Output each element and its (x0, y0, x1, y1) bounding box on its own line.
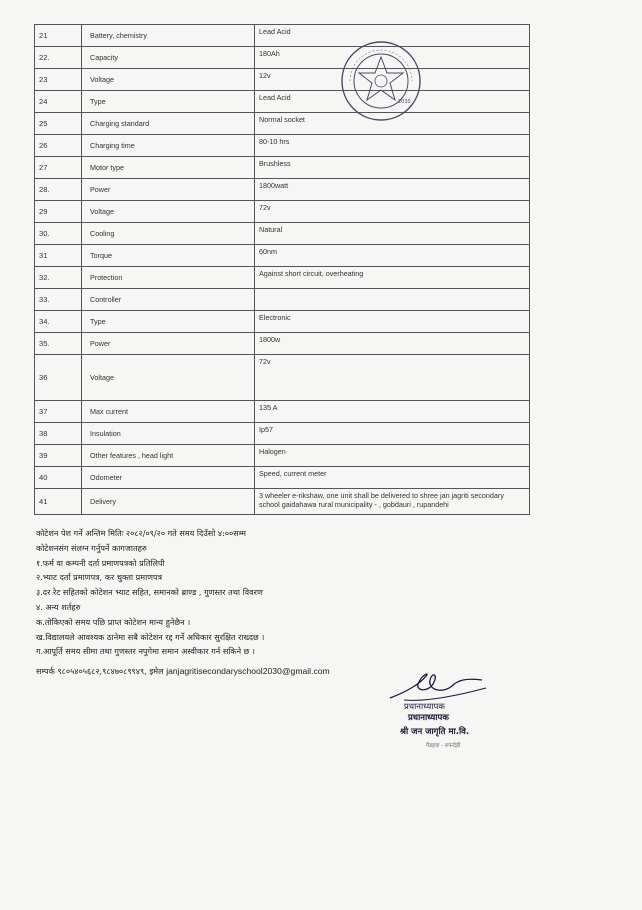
note-other-terms: ४. अन्य शर्तहरु (36, 601, 81, 612)
note-doc-1: १.फर्म वा कम्पनी दर्ता प्रमाणपत्रको प्रतिलिपी (36, 557, 165, 568)
spec-row-item: Power (82, 179, 255, 201)
signature-block (386, 670, 506, 770)
note-docs-heading: कोटेशनसंग संलग्न गर्नुपर्ने कागजातहरु (36, 542, 147, 553)
spec-row-value: Normal socket (255, 113, 530, 135)
spec-row (35, 91, 530, 113)
spec-row-item: Motor type (82, 157, 255, 179)
spec-row-number: 25 (35, 113, 82, 135)
spec-row-number: 34. (35, 311, 82, 333)
note-term-b: ख.विद्यालयले आवश्यक ठानेमा सबै कोटेशन रद्द गर्ने अधिकार सुरक्षित राख्दछ । (36, 631, 265, 642)
spec-row-value: 80-10 hrs (255, 135, 530, 157)
spec-row-item: Other features , head light (82, 445, 255, 467)
spec-row-value: Speed, current meter (255, 467, 530, 489)
spec-row (35, 267, 530, 289)
spec-row (35, 401, 530, 423)
spec-row-value: 72v (255, 201, 530, 223)
contact-email: janjagritisecondaryschool2030@gmail.com (166, 666, 330, 676)
spec-row (35, 179, 530, 201)
school-seal-stamp (340, 40, 422, 122)
spec-row-item: Voltage (82, 355, 255, 401)
spec-row (35, 245, 530, 267)
signature-school-name: श्री जन जागृति मा.वि. (400, 727, 470, 737)
spec-row-value (255, 289, 530, 311)
spec-row-value: 180Ah (255, 47, 530, 69)
spec-row (35, 157, 530, 179)
note-term-a: क.तोकिएको समय पछि प्राप्त कोटेशन मान्य हुनेछैन । (36, 616, 191, 627)
spec-row-item: Type (82, 91, 255, 113)
note-deadline: कोटेशन पेश गर्ने अन्तिम मितिः २०८२/०९/२० गते समय दिउँसो ४:००सम्म (36, 528, 246, 538)
note-doc-2: २.भ्याट दर्ता प्रमाणपत्र, कर चुक्ता प्रमाणपत्र (36, 572, 163, 583)
spec-row-item: Controller (82, 289, 255, 311)
contact-line (36, 666, 330, 677)
spec-row-number: 24 (35, 91, 82, 113)
spec-row-item: Cooling (82, 223, 255, 245)
spec-row-value: Electronic (255, 311, 530, 333)
spec-row-number: 30. (35, 223, 82, 245)
spec-row-item: Type (82, 311, 255, 333)
spec-row-item: Capacity (82, 47, 255, 69)
spec-row-value: 135 A (255, 401, 530, 423)
spec-row (35, 25, 530, 47)
spec-row-number: 39 (35, 445, 82, 467)
spec-row-number: 38 (35, 423, 82, 445)
spec-row-value: 12v (255, 69, 530, 91)
spec-row-value: 3 wheeler e-rikshaw, one unit shall be delivered to shree jan jagriti secondary school gaidahawa rural municipality - , gobdauri , rupandehi (255, 489, 530, 515)
spec-row-item: Delivery (82, 489, 255, 515)
spec-row-value: 60nm (255, 245, 530, 267)
spec-row-number: 23 (35, 69, 82, 91)
spec-row-value: 1800watt (255, 179, 530, 201)
spec-row (35, 423, 530, 445)
spec-row-item: Protection (82, 267, 255, 289)
spec-row-item: Insulation (82, 423, 255, 445)
svg-text:2030: 2030 (398, 99, 411, 105)
spec-row (35, 355, 530, 401)
spec-row-number: 31 (35, 245, 82, 267)
spec-row-item: Torque (82, 245, 255, 267)
spec-row-item: Battery, chemistry (82, 25, 255, 47)
spec-row-item: Voltage (82, 201, 255, 223)
spec-row (35, 445, 530, 467)
spec-row-number: 29 (35, 201, 82, 223)
contact-phone: सम्पर्क ९८०५४०५६८२,९८४७०८९९४९, इमेल (36, 666, 164, 676)
spec-row-number: 27 (35, 157, 82, 179)
spec-row (35, 135, 530, 157)
spec-row-number: 36 (35, 355, 82, 401)
spec-row (35, 201, 530, 223)
spec-row-number: 33. (35, 289, 82, 311)
spec-row-number: 22. (35, 47, 82, 69)
spec-row-number: 28. (35, 179, 82, 201)
spec-row-value: Lead Acid (255, 25, 530, 47)
note-term-c: ग.आपूर्ति समय सीमा तथा गुणस्तर नपुगेमा समान अस्वीकार गर्न सकिने छ । (36, 646, 255, 657)
spec-row-item: Charging standard (82, 113, 255, 135)
spec-row-value: Brushless (255, 157, 530, 179)
spec-row-number: 26 (35, 135, 82, 157)
spec-row-item: Voltage (82, 69, 255, 91)
signature-location: गैडहवा - रुपन्देही (426, 743, 461, 749)
spec-row (35, 69, 530, 91)
spec-row-number: 35. (35, 333, 82, 355)
spec-row (35, 113, 530, 135)
spec-row-value: 72v (255, 355, 530, 401)
spec-row-value: Natural (255, 223, 530, 245)
signature-title-handwritten: प्रधानाध्यापक (404, 702, 445, 712)
spec-row-number: 37 (35, 401, 82, 423)
spec-row (35, 467, 530, 489)
spec-row-number: 32. (35, 267, 82, 289)
spec-row (35, 311, 530, 333)
spec-row-item: Odometer (82, 467, 255, 489)
spec-row-item: Power (82, 333, 255, 355)
quotation-notes (36, 526, 516, 659)
spec-row (35, 333, 530, 355)
spec-row (35, 47, 530, 69)
spec-row-item: Max current (82, 401, 255, 423)
note-doc-3: ३.दर रेट सहितको कोटेशन भ्याट सहित, समानको ब्राण्ड , गुणस्तर तथा विवरण (36, 587, 263, 598)
spec-row-number: 21 (35, 25, 82, 47)
signature-title-stamp: प्रधानाध्यापक (408, 713, 449, 723)
spec-row-value: Against short circuit, overheating (255, 267, 530, 289)
spec-row-number: 41 (35, 489, 82, 515)
spec-row (35, 223, 530, 245)
spec-row-value: Halogen (255, 445, 530, 467)
spec-row-value: Ip57 (255, 423, 530, 445)
spec-row-value: Lead Acid (255, 91, 530, 113)
specification-table (34, 24, 530, 515)
spec-row-number: 40 (35, 467, 82, 489)
spec-row-item: Charging time (82, 135, 255, 157)
spec-row (35, 289, 530, 311)
spec-row-value: 1800w (255, 333, 530, 355)
spec-row (35, 489, 530, 515)
